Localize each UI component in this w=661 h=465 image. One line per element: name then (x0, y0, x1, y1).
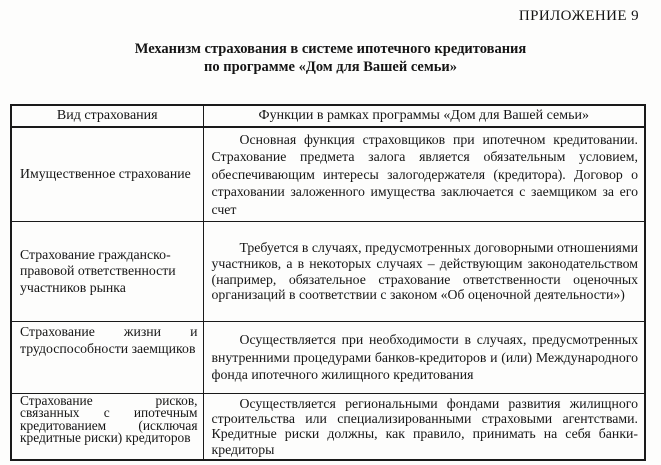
header-insurance-type: Вид страхования (11, 105, 203, 127)
table-header-row (11, 105, 645, 127)
table-row (11, 222, 645, 322)
insurance-type-cell: Имущественное страхование (11, 127, 203, 222)
function-cell: Требуется в случаях, предусмотренных договорными отношениями участников, а в некоторых случаях – действующим законодательством (например, обязательное страхование ответственности оценочных организаций в соответствии с законом «Об оценочной деятельности») (203, 222, 645, 322)
function-cell: Осуществляется региональными фондами развития жилищного строительства или специализированными страховыми агентствами. Кредитные риски должны, как правило, принимать на себя банки-кредиторы (203, 394, 645, 460)
function-cell: Основная функция страховщиков при ипотечном кредитовании. Страхование предмета залога является обязательным условием, обеспечивающим интересы залогодержателя (кредитора). Договор о страховании заложенного имущества заключается с заемщиком за его счет (203, 127, 645, 222)
document-title-line-1: Механизм страхования в системе ипотечного кредитования (134, 41, 527, 57)
insurance-table (10, 104, 646, 461)
table-row (11, 394, 645, 460)
table-row (11, 322, 645, 394)
header-functions: Функции в рамках программы «Дом для Вашей семьи» (203, 105, 645, 127)
function-cell: Осуществляется при необходимости в случаях, предусмотренных внутренними процедурами банков-кредиторов и (или) Международного фонда ипотечного жилищного кредитования (203, 322, 645, 394)
document-title (0, 40, 661, 76)
insurance-type-cell: Страхование рисков, связанных с ипотечным кредитованием (исключая кредитные риски) кредиторов (11, 394, 203, 460)
insurance-type-cell: Страхование жизни и трудоспособности заемщиков (11, 322, 203, 394)
insurance-type-cell: Страхование гражданско-правовой ответственности участников рынка (11, 222, 203, 322)
appendix-label: ПРИЛОЖЕНИЕ 9 (518, 8, 639, 24)
document-title-line-2: по программе «Дом для Вашей семьи» (203, 59, 458, 75)
table-row (11, 127, 645, 222)
